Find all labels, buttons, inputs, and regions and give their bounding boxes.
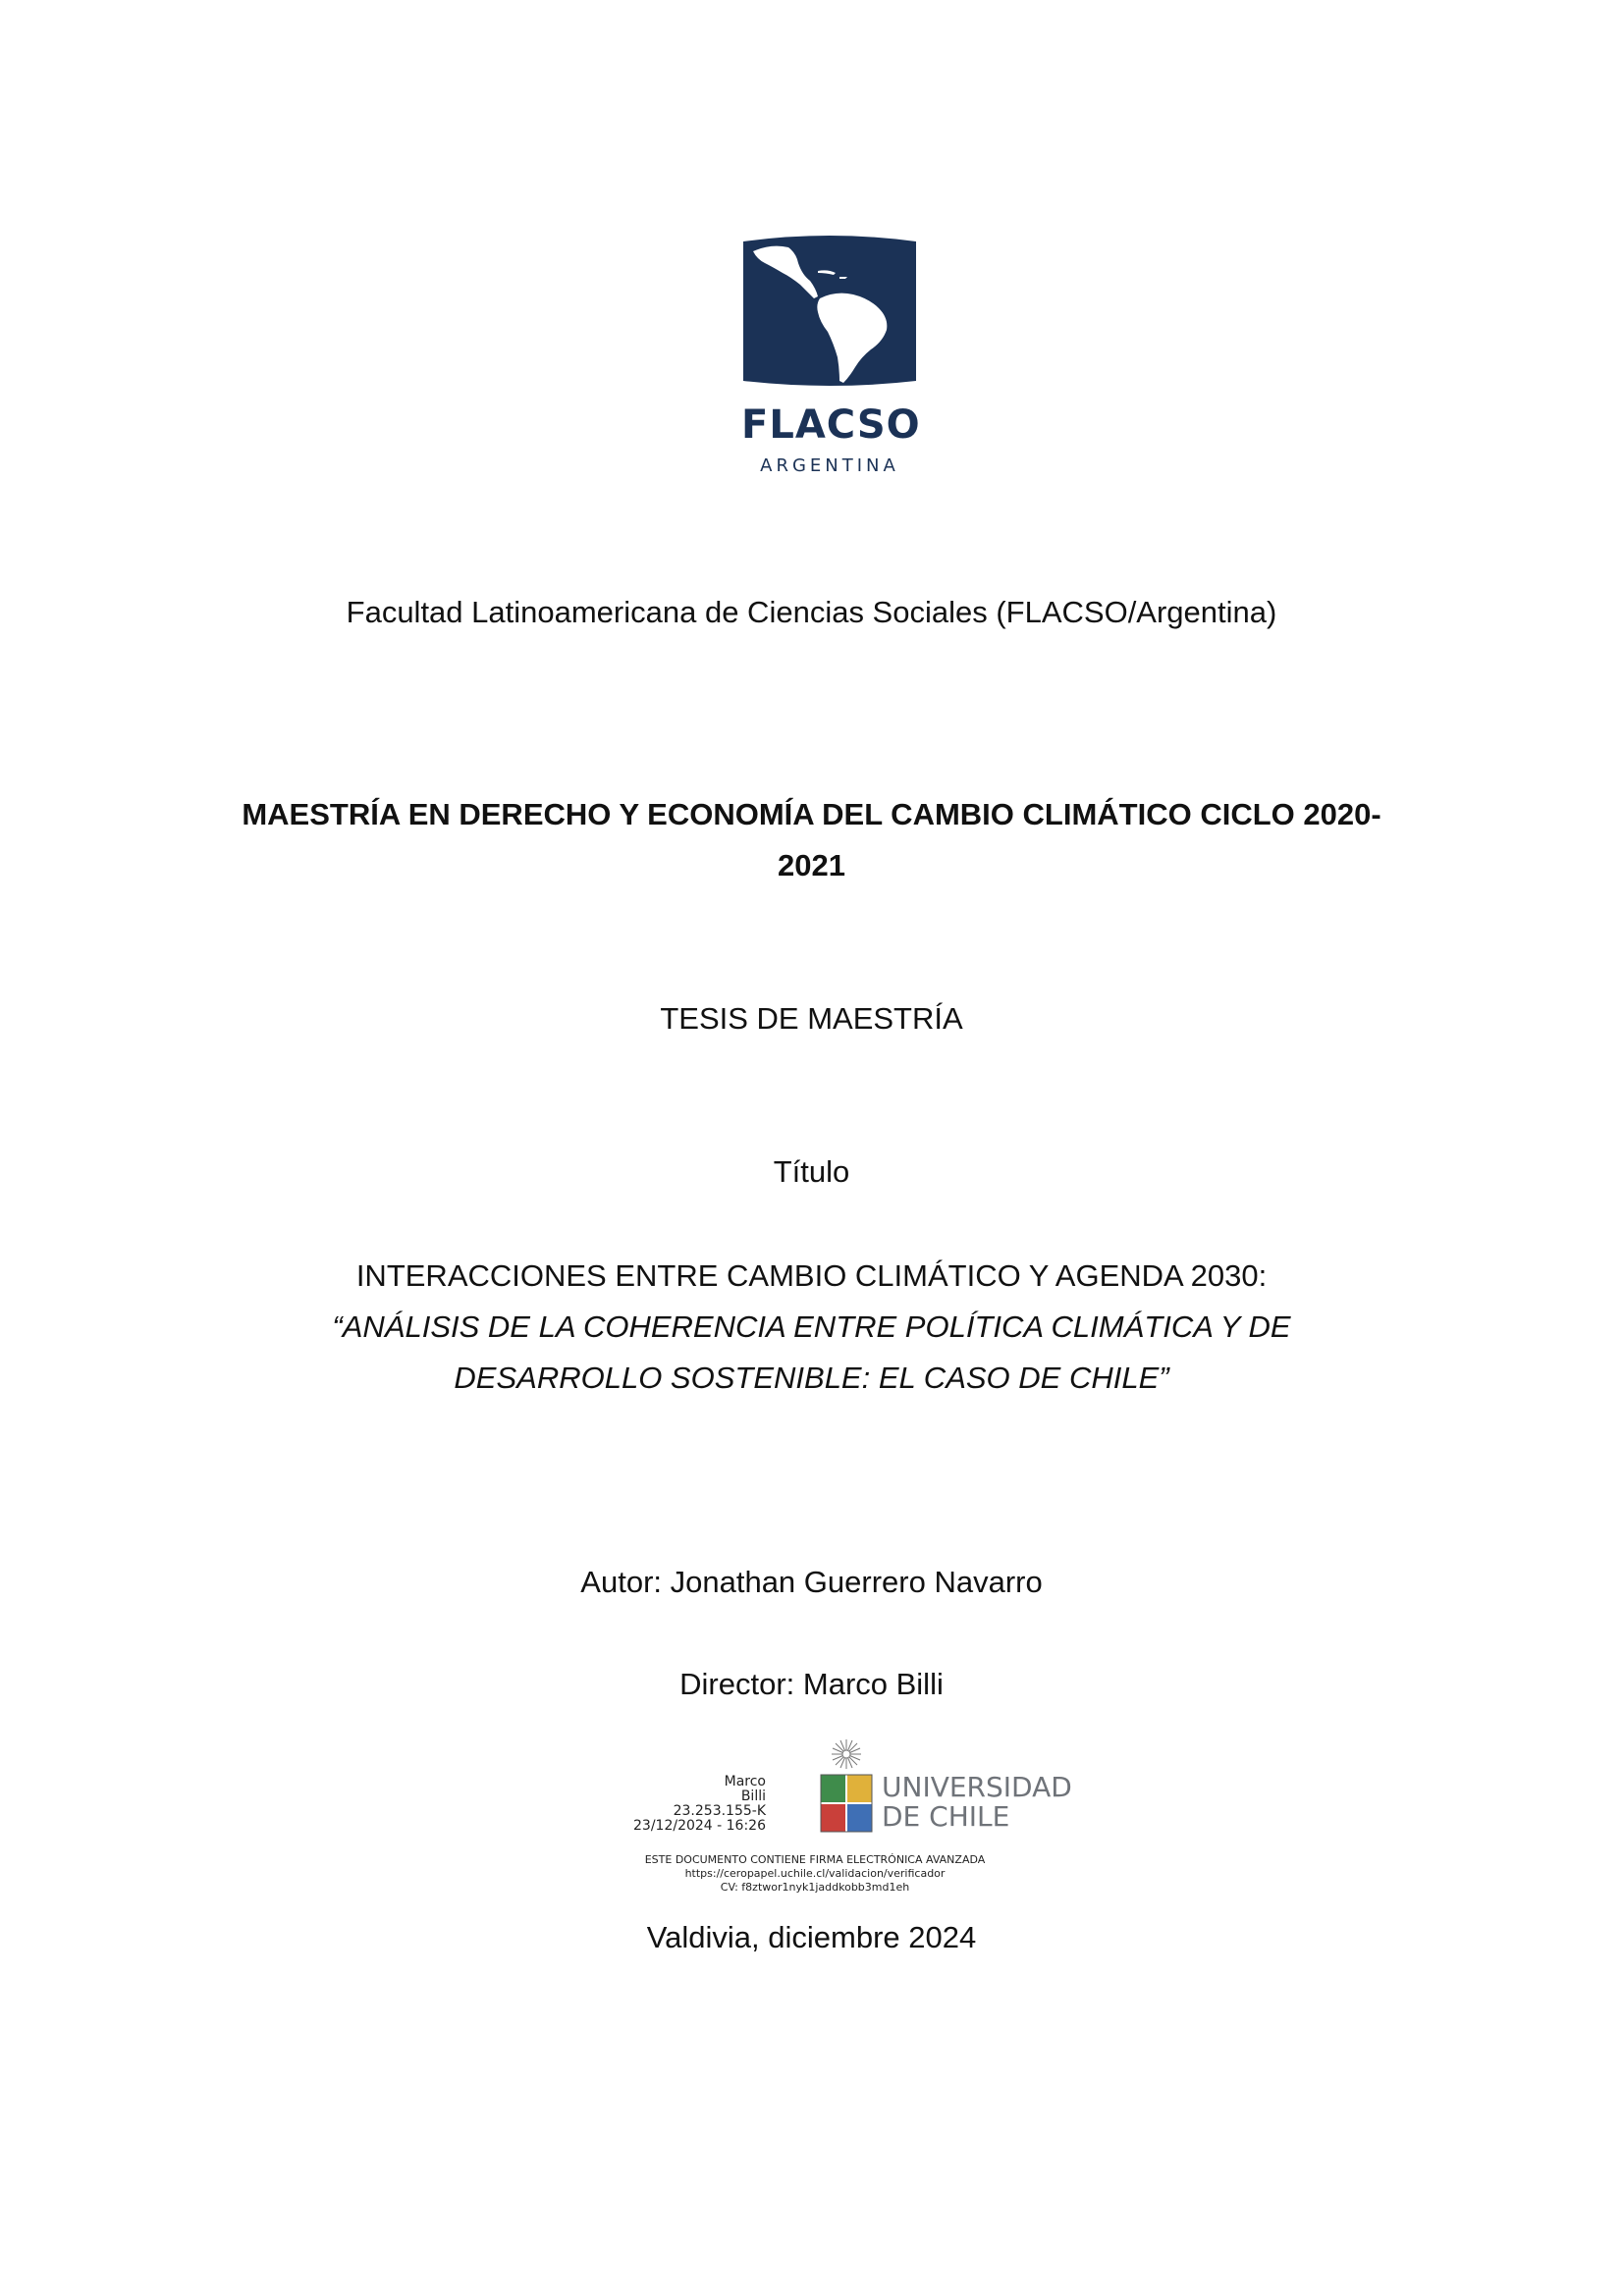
signature-datetime: 23/12/2024 - 16:26 [633, 1818, 766, 1834]
signer-rut: 23.253.155-K [673, 1803, 766, 1819]
logo-country: ARGENTINA [760, 455, 899, 476]
title-line-3: DESARROLLO SOSTENIBLE: EL CASO DE CHILE” [454, 1361, 1169, 1395]
title-line-2: “ANÁLISIS DE LA COHERENCIA ENTRE POLÍTICA CLIMÁTICA Y DE [332, 1309, 1291, 1344]
university-line-2: DE CHILE [882, 1800, 1010, 1833]
institution-name: Facultad Latinoamericana de Ciencias Sociales (FLACSO/Argentina) [346, 595, 1277, 629]
author: Autor: Jonathan Guerrero Navarro [580, 1565, 1043, 1599]
flacso-logo [741, 234, 921, 479]
title-line-1: INTERACCIONES ENTRE CAMBIO CLIMÁTICO Y AGENDA 2030: [355, 1258, 1268, 1293]
logo-name: FLACSO [741, 402, 921, 448]
universidad-de-chile-seal-icon [817, 1735, 876, 1853]
university-line-1: UNIVERSIDAD [882, 1771, 1072, 1803]
universidad-de-chile-name [882, 1773, 1072, 1832]
document-type: TESIS DE MAESTRÍA [660, 1001, 963, 1036]
program-line-2: 2021 [778, 848, 845, 882]
electronic-signature [609, 1735, 1080, 1902]
title-label: Título [773, 1154, 850, 1189]
program-line-1: MAESTRÍA EN DERECHO Y ECONOMÍA DEL CAMBIO CLIMÁTICO CICLO 2020- [242, 797, 1381, 831]
signer-first-name: Marco [724, 1774, 766, 1789]
latin-america-map-icon [741, 234, 918, 400]
signature-notice: ESTE DOCUMENTO CONTIENE FIRMA ELECTRÓNICA AVANZADA [644, 1853, 986, 1866]
signer-last-name: Billi [740, 1789, 766, 1804]
director: Director: Marco Billi [679, 1667, 944, 1701]
place-and-date: Valdivia, diciembre 2024 [646, 1920, 977, 1954]
verification-code: CV: f8ztwor1nyk1jaddkobb3md1eh [720, 1881, 910, 1894]
signature-details [589, 1775, 766, 1834]
verification-url: https://ceropapel.uchile.cl/validacion/verificador [684, 1867, 946, 1880]
